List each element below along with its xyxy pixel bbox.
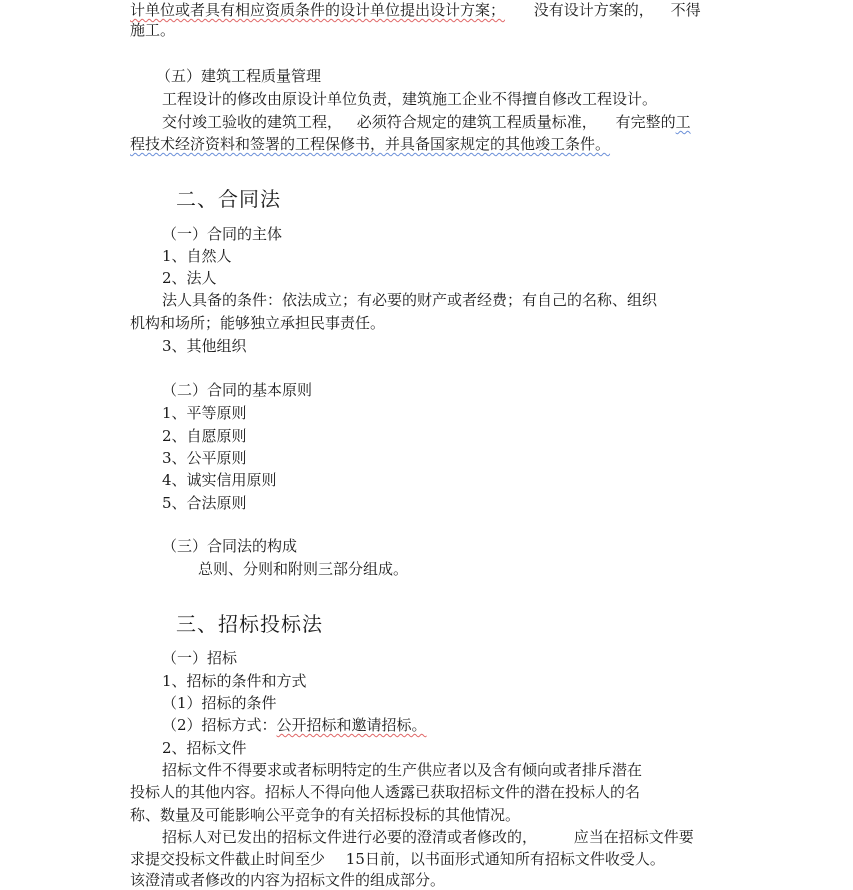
text-span: 公开招标和邀请招标。 bbox=[276, 716, 427, 734]
text-span: 不得 bbox=[670, 1, 701, 19]
list-item: 1、招标的条件和方式 bbox=[162, 672, 307, 690]
text-line: 工程设计的修改由原设计单位负责，建筑施工企业不得擅自修改工程设计。 bbox=[162, 90, 658, 108]
chapter-heading: 三、招标投标法 bbox=[176, 612, 323, 636]
text-span: 15 bbox=[345, 850, 365, 868]
text-line: 总则、分则和附则三部分组成。 bbox=[198, 560, 409, 578]
text-line: 投标人的其他内容。招标人不得向他人透露已获取招标文件的潜在投标人的名 bbox=[130, 783, 641, 801]
section-heading: （一）招标 bbox=[162, 649, 238, 667]
list-item: 1、平等原则 bbox=[162, 404, 247, 422]
text-span: 招标人对已发出的招标文件进行必要的澄清或者修改的， bbox=[162, 828, 538, 846]
text-line bbox=[130, 0, 701, 20]
text-line bbox=[162, 112, 691, 132]
text-span: （2）招标方式： bbox=[162, 716, 277, 734]
text-span: 工 bbox=[675, 113, 691, 131]
list-item: 3、其他组织 bbox=[162, 337, 247, 355]
list-item bbox=[162, 715, 427, 735]
section-heading: （五）建筑工程质量管理 bbox=[156, 67, 322, 85]
text-span: 应当在招标文件要 bbox=[573, 828, 694, 846]
text-span: 必须符合规定的建筑工程质量标准， bbox=[356, 113, 597, 131]
text-line: 施工。 bbox=[130, 21, 176, 39]
list-item: 3、公平原则 bbox=[162, 449, 247, 467]
text-span: 计单位或者具有相应资质条件的设计单位提出设计方案； bbox=[130, 1, 506, 19]
section-heading: （一）合同的主体 bbox=[162, 225, 283, 243]
list-item: （1）招标的条件 bbox=[162, 694, 277, 712]
text-span: 交付竣工验收的建筑工程， bbox=[162, 113, 343, 131]
list-item: 2、招标文件 bbox=[162, 739, 247, 757]
text-line bbox=[130, 849, 665, 869]
text-span: 有完整的 bbox=[615, 113, 676, 131]
text-line: 该澄清或者修改的内容为招标文件的组成部分。 bbox=[130, 871, 446, 889]
text-span: 日前，以书面形式通知所有招标文件收受人。 bbox=[364, 850, 665, 868]
text-line bbox=[162, 827, 694, 847]
text-line: 招标文件不得要求或者标明特定的生产供应者以及含有倾向或者排斥潜在 bbox=[162, 761, 643, 779]
list-item: 1、自然人 bbox=[162, 247, 232, 265]
text-span: 没有设计方案的， bbox=[533, 1, 654, 19]
text-line: 机构和场所；能够独立承担民事责任。 bbox=[130, 314, 386, 332]
list-item: 2、自愿原则 bbox=[162, 427, 247, 445]
list-item: 4、诚实信用原则 bbox=[162, 471, 277, 489]
section-heading: （三）合同法的构成 bbox=[162, 537, 298, 555]
list-item: 5、合法原则 bbox=[162, 494, 247, 512]
text-line: 法人具备的条件：依法成立；有必要的财产或者经费；有自己的名称、组织 bbox=[162, 291, 658, 309]
text-line: 称、数量及可能影响公平竞争的有关招标投标的其他情况。 bbox=[130, 806, 521, 824]
text-span: 程技术经济资料和签署的工程保修书，并具备国家规定的其他竣工条件。 bbox=[130, 135, 611, 153]
list-item: 2、法人 bbox=[162, 269, 217, 287]
text-line bbox=[130, 134, 610, 154]
section-heading: （二）合同的基本原则 bbox=[162, 381, 313, 399]
text-span: 求提交投标文件截止时间至少 bbox=[130, 850, 326, 868]
chapter-heading: 二、合同法 bbox=[176, 187, 281, 211]
